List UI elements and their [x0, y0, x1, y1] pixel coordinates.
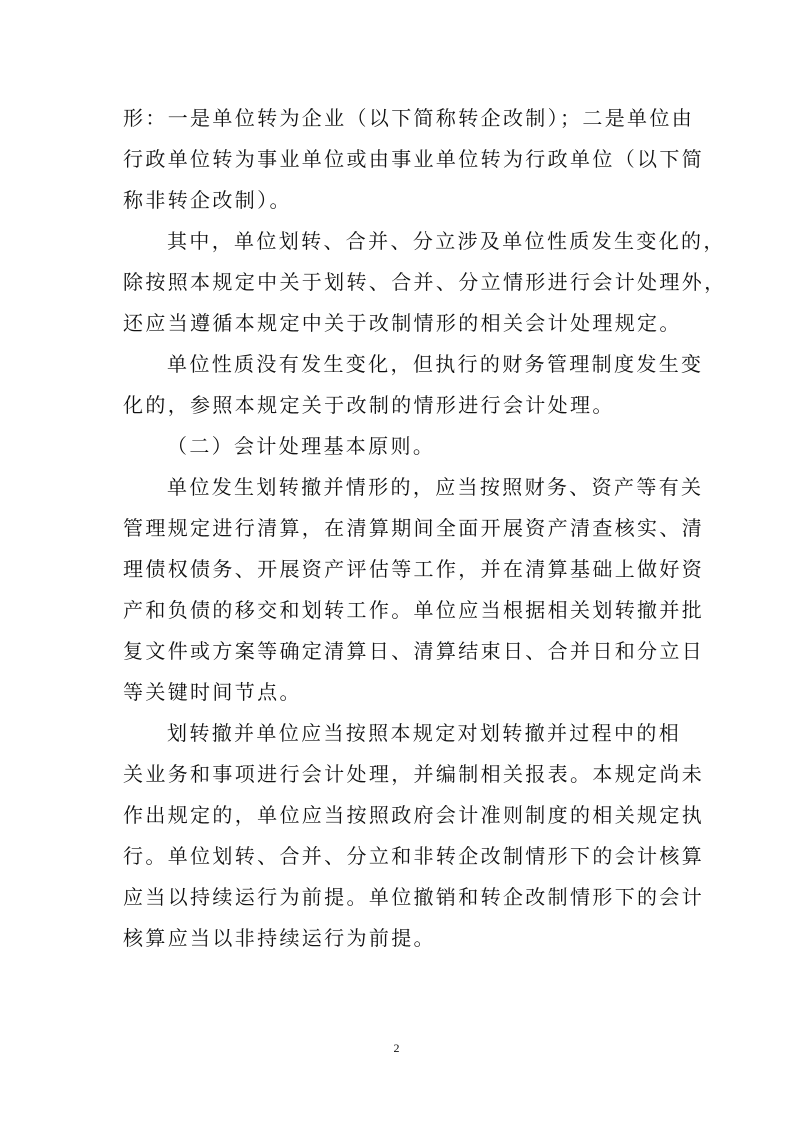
text-line: 关业务和事项进行会计处理，并编制相关报表。本规定尚未 [123, 762, 705, 786]
text-line: 称非转企改制）。 [123, 188, 292, 212]
document-body [123, 98, 727, 959]
text-line: 应当以持续运行为前提。单位撤销和转企改制情形下的会计 [123, 885, 705, 909]
paragraph [123, 98, 705, 221]
text-line: 除按照本规定中关于划转、合并、分立情形进行会计处理外， [123, 270, 727, 294]
text-line: 行。单位划转、合并、分立和非转企改制情形下的会计核算 [123, 844, 705, 868]
text-line: 复文件或方案等确定清算日、清算结束日、合并日和分立日 [123, 639, 705, 663]
text-line: 核算应当以非持续运行为前提。 [123, 926, 436, 950]
text-line: 还应当遵循本规定中关于改制情形的相关会计处理规定。 [123, 311, 682, 335]
text-line: 其中，单位划转、合并、分立涉及单位性质发生变化的， [167, 229, 726, 253]
paragraph [123, 467, 705, 713]
text-line: 等关键时间节点。 [123, 680, 302, 704]
heading-line: （二）会计处理基本原则。 [167, 434, 436, 458]
text-line: 划转撤并单位应当按照本规定对划转撤并过程中的相 [167, 721, 682, 745]
text-line: 单位发生划转撤并情形的，应当按照财务、资产等有关 [167, 475, 704, 499]
text-line: 作出规定的，单位应当按照政府会计准则制度的相关规定执 [123, 803, 705, 827]
text-line: 行政单位转为事业单位或由事业单位转为行政单位（以下简 [123, 147, 705, 171]
text-line: 化的，参照本规定关于改制的情形进行会计处理。 [123, 393, 615, 417]
text-line: 形：一是单位转为企业（以下简称转企改制）；二是单位由 [123, 106, 695, 130]
text-line: 单位性质没有发生变化，但执行的财务管理制度发生变 [167, 352, 704, 376]
paragraph [123, 221, 727, 344]
page-number: 2 [393, 1041, 400, 1055]
text-line: 产和负债的移交和划转工作。单位应当根据相关划转撤并批 [123, 598, 705, 622]
text-line: 管理规定进行清算，在清算期间全面开展资产清查核实、清 [123, 516, 705, 540]
paragraph [123, 344, 704, 426]
text-line: 理债权债务、开展资产评估等工作，并在清算基础上做好资 [123, 557, 705, 581]
section-heading [123, 426, 671, 467]
paragraph [123, 713, 705, 959]
